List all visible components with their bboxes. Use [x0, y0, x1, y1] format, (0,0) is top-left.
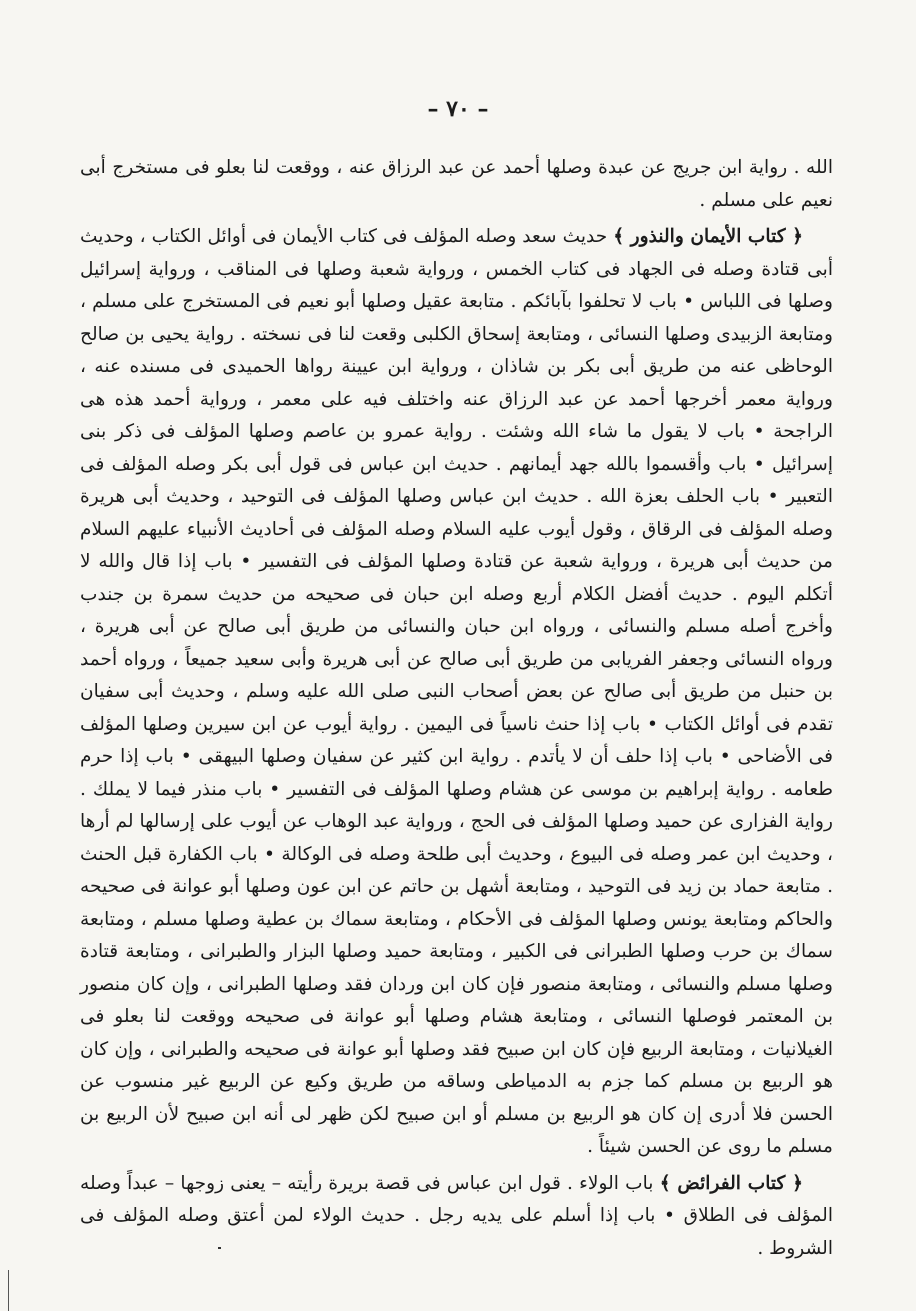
paragraph-text: باب الولاء . قول ابن عباس فى قصة بريرة رأيته – يعنى زوجها – عبداً وصله المؤلف فى الطلاق • باب إذا أسلم على يديه رجل . حديث الولاء لمن أعتق وصله المؤلف فى الشروط . — [80, 1172, 833, 1259]
page-number: – ٧٠ – — [427, 96, 489, 122]
paragraph-continuation — [80, 152, 833, 217]
paragraph-text: الله . رواية ابن جريج عن عبدة وصلها أحمد عن عبد الرزاق عنه ، ووقعت لنا بعلو فى مستخرج أبى نعيم على مسلم . — [80, 157, 833, 211]
section-heading: ﴿ كتاب الفرائض ﴾ — [659, 1172, 804, 1194]
page-edge-line — [8, 1270, 9, 1311]
paragraph-kitab-al-faraid — [80, 1168, 833, 1266]
paragraph-kitab-al-ayman — [80, 221, 833, 1164]
main-text-block — [80, 152, 833, 1265]
scan-mark — [218, 1247, 221, 1249]
section-heading: ﴿ كتاب الأيمان والنذور ﴾ — [613, 226, 803, 247]
paragraph-text: حديث سعد وصله المؤلف فى كتاب الأيمان فى أوائل الكتاب ، وحديث أبى قتادة وصله فى الجهاد فى كتاب الخمس ، ورواية شعبة وصلها فى المناقب ، ورواية إسرائيل وصلها فى اللباس • باب لا تحلفوا بآبائكم . متابعة عقيل وصلها أبو نعيم فى المستخرج على مسلم ، ومتابعة الزبيدى وصلها النسائى ، ومتابعة إسحاق الكلبى وقعت لنا فى نسخته . رواية يحيى بن صالح الوحاظى عنه من طريق أبى بكر بن شاذان ، ورواية ابن عيينة رواها الحميدى فى مسنده عنه ، ورواية معمر أخرجها أحمد عن عبد الرزاق عنه واختلف فيه على معمر ، ورواية أحمد هذه هى الراجحة • باب لا يقول ما شاء الله وشئت . رواية عمرو بن عاصم وصلها المؤلف فى ذكر بنى إسرائيل • باب وأقسموا بالله جهد أيمانهم . حديث ابن عباس فى قول أبى بكر وصله المؤلف فى التعبير • باب الحلف بعزة الله . حديث ابن عباس وصلها المؤلف فى التوحيد ، وحديث أبى هريرة وصله المؤلف فى الرقاق ، وقول أيوب عليه السلام وصله المؤلف فى أحاديث الأنبياء عليهم السلام من حديث أبى هريرة ، ورواية شعبة عن قتادة وصلها المؤلف فى التفسير • باب إذا قال والله لا أتكلم اليوم . حديث أفضل الكلام أربع وصله ابن حبان فى صحيحه من حديث سمرة بن جندب وأخرج أصله مسلم والنسائى ، ورواه ابن حبان والنسائى من طريق أبى صالح عن أبى هريرة ، ورواه النسائى وجعفر الفريابى من طريق أبى صالح عن أبى هريرة وأبى سعيد جميعاً ، ورواه أحمد بن حنبل من طريق أبى صالح عن بعض أصحاب النبى صلى الله عليه وسلم ، وحديث أبى سفيان تقدم فى أوائل الكتاب • باب إذا حنث ناسياً فى اليمين . رواية أيوب عن ابن سيرين وصلها المؤلف فى الأضاحى • باب إذا حلف أن لا يأتدم . رواية ابن كثير عن سفيان وصلها البيهقى • باب إذا حرم طعامه . رواية إبراهيم بن موسى عن هشام وصلها المؤلف فى التفسير • باب منذر فيما لا يملك . رواية الفزارى عن حميد وصلها المؤلف فى الحج ، ورواية عبد الوهاب عن أيوب على إرسالها لم أرها ، وحديث ابن عمر وصله فى البيوع ، وحديث أبى طلحة وصله فى الوكالة • باب الكفارة قبل الحنث . متابعة حماد بن زيد فى التوحيد ، ومتابعة أشهل بن حاتم عن ابن عون وصلها أبو عوانة فى صحيحه والحاكم ومتابعة يونس وصلها المؤلف فى الأحكام ، ومتابعة سماك بن عطية وصلها مسلم ، ومتابعة سماك بن حرب وصلها الطبرانى فى الكبير ، ومتابعة حميد وصلها البزار والطبرانى ، ومتابعة قتادة وصلها مسلم والنسائى ، ومتابعة منصور فإن كان ابن وردان فقد وصلها الطبرانى ، وإن كان منصور بن المعتمر فوصلها النسائى ، ومتابعة هشام وصلها أبو عوانة فى صحيحه ووقعت لنا بعلو فى الغيلانيات ، ومتابعة الربيع فإن كان ابن صبيح فقد وصلها أبو عوانة فى صحيحه والطبرانى ، وإن كان هو الربيع بن مسلم كما جزم به الدمياطى وساقه من طريق وكيع عن الربيع غير منسوب عن الحسن فلا أدرى إن كان هو الربيع بن مسلم أو ابن صبيح لكن ظهر لى أنه ابن صبيح لأن الربيع بن مسلم ما روى عن الحسن شيئاً . — [80, 226, 833, 1157]
